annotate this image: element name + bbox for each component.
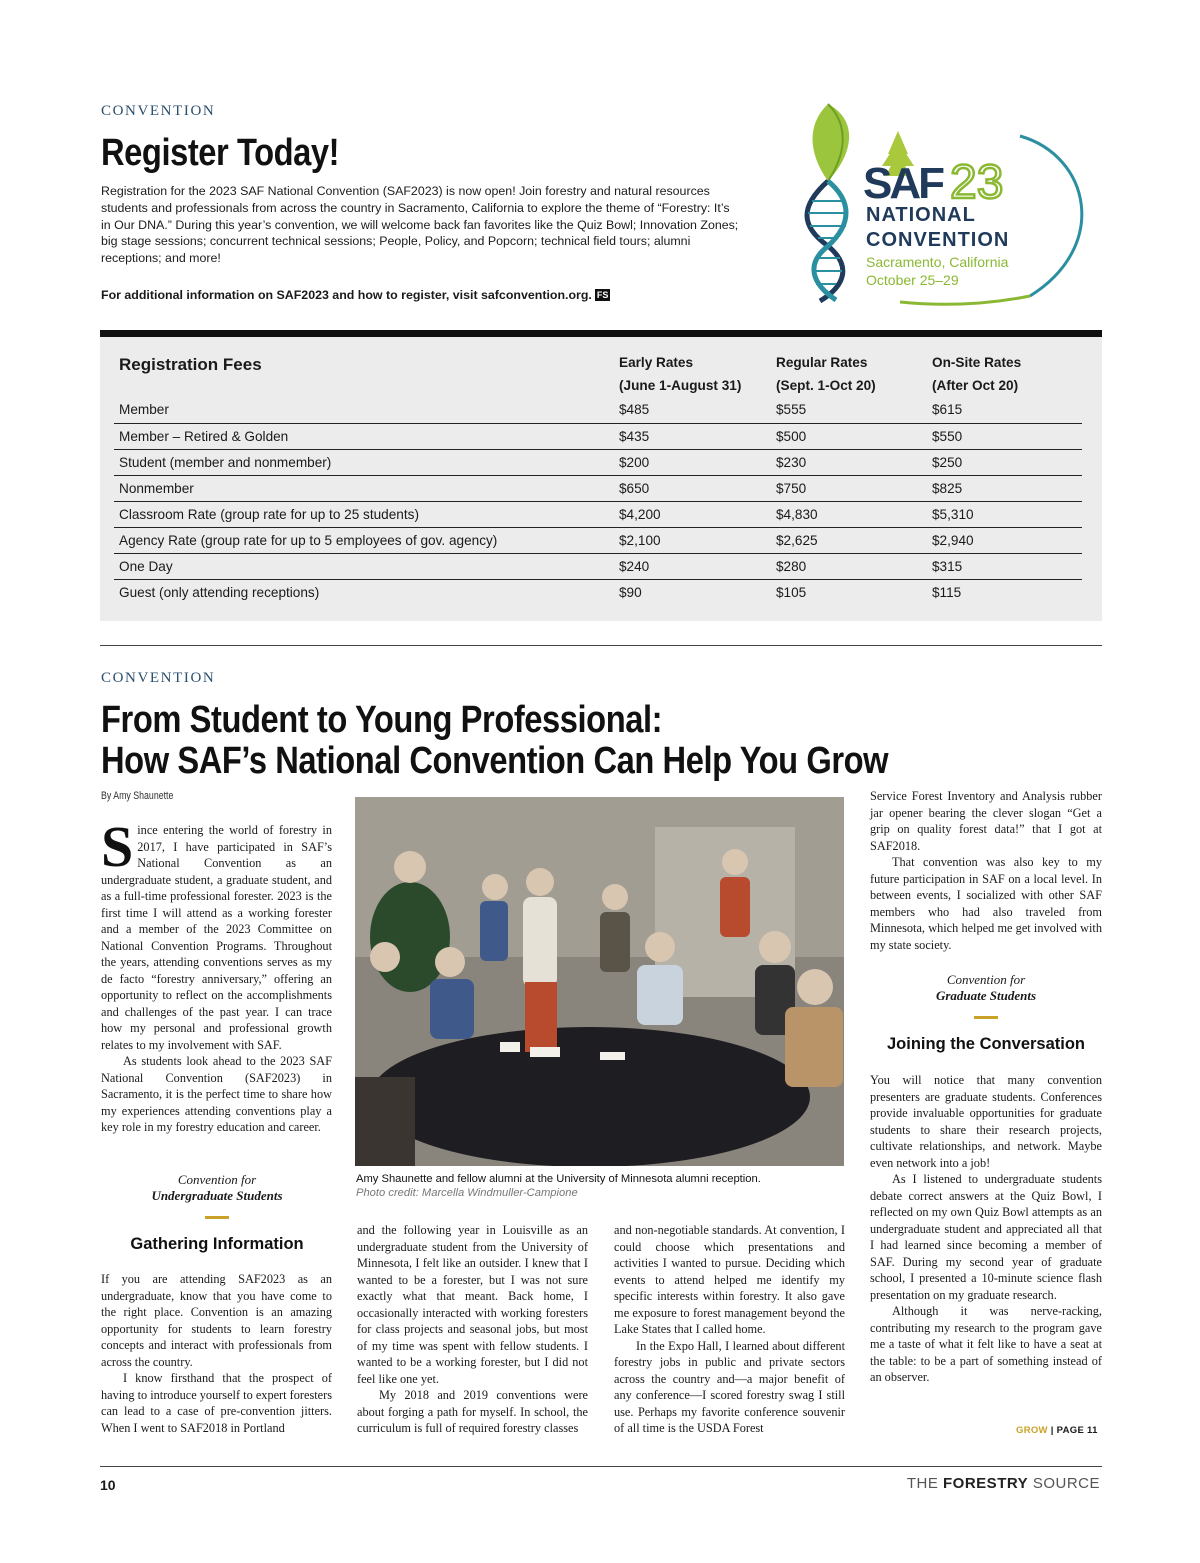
- fee-early: $240: [614, 553, 771, 579]
- fee-onsite: $615: [927, 397, 1082, 423]
- fee-onsite: $315: [927, 553, 1082, 579]
- fee-label: Member – Retired & Golden: [114, 423, 614, 449]
- article-column-4-bottom: [870, 1072, 1102, 1386]
- fee-regular: $280: [771, 553, 927, 579]
- paragraph: Although it was nerve-racking, contributing my research to the program gave me a taste of what it felt like to have a seat at the table: to be a part of something instead of an observer.: [870, 1304, 1102, 1384]
- register-cta-text[interactable]: For additional information on SAF2023 and how to register, visit safconvention.org.: [101, 288, 592, 302]
- paragraph: ince entering the world of forestry in 2017, I have participated in SAF’s National Convention as an undergraduate student, a graduate student, and as a full-time professional forester. 2023 is the first time I will attend as a working forester and a member of the 2023 Committee on National Convention Programs. Throughout the years, attending conventions serves as my de facto “forestry anniversary,” offering an opportunity to reflect on the accomplishments and challenges of the past year. I can trace how my personal and professional growth relates to my involvement with SAF.: [101, 823, 332, 1052]
- page-ref-section: GROW: [1016, 1425, 1048, 1436]
- paragraph: Service Forest Inventory and Analysis rubber jar opener bearing the clever slogan “Get a grip on quality forest data!” that I got at SAF2018.: [870, 789, 1102, 853]
- logo-dates: October 25–29: [866, 272, 959, 288]
- paragraph: and non-negotiable standards. At convention, I could choose which presentations and activities I wanted to pursue. Deciding which events to attend helped me identify my specific interests within forestry. It also gave me exposure to forest management beyond the Lake States that I called home.: [614, 1223, 845, 1336]
- fee-label: Nonmember: [114, 475, 614, 501]
- table-row: [114, 579, 1082, 605]
- table-row: [114, 423, 1082, 449]
- byline: By Amy Shaunette: [101, 790, 174, 802]
- table-row: [114, 475, 1082, 501]
- article-title: [101, 700, 888, 782]
- article-column-3: [614, 1222, 845, 1437]
- fee-onsite: $115: [932, 584, 962, 600]
- sidenote-line1: Convention for: [177, 1172, 257, 1187]
- paragraph: You will notice that many convention presenters are graduate students. Conferences provide invaluable opportunities for graduate students to share their research projects, cultivate relationships, and network. Maybe even network into a job!: [870, 1073, 1102, 1170]
- article-column-4: [870, 788, 1102, 953]
- fees-header-label: Registration Fees: [119, 355, 262, 374]
- fee-label: Guest (only attending receptions): [119, 584, 320, 600]
- fee-regular: $750: [771, 475, 927, 501]
- logo-line1: NATIONAL: [866, 204, 976, 226]
- fee-early: $90: [619, 584, 642, 600]
- fee-label: Student (member and nonmember): [114, 449, 614, 475]
- leaf-icon: [813, 104, 850, 181]
- fee-early: $2,100: [614, 527, 771, 553]
- paragraph: If you are attending SAF2023 as an undergraduate, know that you have come to the right place. Convention is an amazing opportunity for students to learn forestry concepts and interact with professionals from across the country.: [101, 1272, 332, 1369]
- photo-caption: [356, 1172, 846, 1200]
- table-row: [114, 449, 1082, 475]
- fee-regular: $230: [771, 449, 927, 475]
- fees-header-row: [114, 351, 1082, 397]
- logo-year: 23: [950, 156, 1004, 209]
- fee-early: $485: [614, 397, 771, 423]
- paragraph: As I listened to undergraduate students debate correct answers at the Quiz Bowl, I reflected on my own Quiz Bowl attempts as an undergraduate student and appreciated all that I had learned since becoming a member of SAF. During my second year of graduate school, I presented a 10-minute science flash presentation on my graduate research.: [870, 1172, 1102, 1302]
- alumni-photo: [355, 797, 844, 1166]
- register-body: Registration for the 2023 SAF National Convention (SAF2023) is now open! Join forestry and natural resources students and professionals from across the country in Sacramento, California to explore the theme of “Forestry: It’s in Our DNA.” During this year’s convention, we will welcome back fan favorites like the Quiz Bowl; Innovation Zones; big stage sessions; concurrent technical sessions; People, Policy, and Popcorn; technical field tours; alumni receptions; and more!: [101, 184, 739, 266]
- accent-bar: [974, 1016, 998, 1019]
- fee-regular: $555: [771, 397, 927, 423]
- accent-bar: [205, 1216, 229, 1219]
- subhead-gathering: Gathering Information: [130, 1235, 304, 1253]
- fee-onsite: $2,940: [927, 527, 1082, 553]
- sidenote-line1: Convention for: [946, 972, 1026, 987]
- table-row: [114, 397, 1082, 423]
- fee-early: $200: [614, 449, 771, 475]
- fee-early: $4,200: [614, 501, 771, 527]
- register-title: Register Today!: [101, 132, 340, 174]
- fee-label: Classroom Rate (group rate for up to 25 students): [114, 501, 614, 527]
- fee-onsite: $250: [927, 449, 1082, 475]
- fee-regular: $105: [776, 584, 807, 600]
- table-row: [114, 553, 1082, 579]
- fee-label: Agency Rate (group rate for up to 5 employees of gov. agency): [114, 527, 614, 553]
- fee-onsite: $825: [927, 475, 1082, 501]
- sidenote-graduate: [870, 972, 1102, 1019]
- paragraph: and the following year in Louisville as an undergraduate student from the University of Minnesota, I felt like an outsider. I knew that I wanted to be a forester, but I was not sure exactly what that meant. Back home, I occasionally interacted with working foresters for class projects and seasonal jobs, but most of my time was spent with fellow students. I wanted to be a working forester, but I did not feel like one yet.: [357, 1223, 588, 1386]
- fee-regular: $4,830: [771, 501, 927, 527]
- paragraph: I know firsthand that the prospect of having to introduce yourself to expert foresters can lead to a case of pre-convention jitters. When I went to SAF2018 in Portland: [101, 1371, 332, 1435]
- fee-onsite: $550: [927, 423, 1082, 449]
- page-number: 10: [100, 1477, 116, 1493]
- paragraph: My 2018 and 2019 conventions were about forging a path for myself. In school, the curriculum is full of required forestry classes: [357, 1388, 588, 1435]
- fees-header-onsite: On-Site Rates (After Oct 20): [932, 355, 1022, 393]
- fs-badge: FS: [596, 290, 609, 300]
- fee-label: One Day: [114, 553, 614, 579]
- saf23-logo: [790, 96, 1105, 306]
- fee-early: $650: [614, 475, 771, 501]
- fees-header-regular: Regular Rates (Sept. 1-Oct 20): [776, 355, 876, 393]
- sidenote-line2: Graduate Students: [935, 988, 1037, 1003]
- sidenote-undergraduate: [101, 1172, 333, 1219]
- article-column-2: [357, 1222, 588, 1437]
- logo-place: Sacramento, California: [866, 254, 1009, 270]
- section-kicker: CONVENTION: [101, 103, 216, 119]
- photo-credit: Photo credit: Marcella Windmuller-Campione: [356, 1187, 578, 1199]
- article-title-line2: How SAF’s National Convention Can Help You Grow: [101, 740, 889, 782]
- continued-page-ref: [1016, 1425, 1098, 1436]
- fee-early: $435: [614, 423, 771, 449]
- table-row: [114, 527, 1082, 553]
- fee-label: Member: [114, 397, 614, 423]
- page-ref-number: | PAGE 11: [1050, 1425, 1098, 1436]
- paragraph: As students look ahead to the 2023 SAF National Convention (SAF2023) in Sacramento, it is the perfect time to share how my experiences attending conventions play a key role in my forestry education and career.: [101, 1054, 332, 1134]
- fee-regular: $500: [771, 423, 927, 449]
- footer-divider: [100, 1466, 1102, 1467]
- registration-fees-table: [100, 330, 1102, 621]
- article-title-line1: From Student to Young Professional:: [101, 699, 663, 741]
- caption-text: Amy Shaunette and fellow alumni at the University of Minnesota alumni reception.: [356, 1173, 761, 1185]
- publication-name: THE FORESTRY SOURCE: [906, 1475, 1100, 1492]
- register-cta[interactable]: [101, 288, 610, 302]
- paragraph: In the Expo Hall, I learned about different forestry jobs in public and private sectors across the country and—a major benefit of any conference—I scored forestry swag I still use. Perhaps my favorite conference souvenir of all time is the USDA Forest: [614, 1338, 845, 1435]
- article-kicker: CONVENTION: [101, 670, 216, 686]
- paragraph: That convention was also key to my future participation in SAF on a local level. In between events, I socialized with other SAF members who had also traveled from Minnesota, which helped me get involved with my state society.: [870, 855, 1102, 952]
- fee-regular: $2,625: [771, 527, 927, 553]
- sidenote-line2: Undergraduate Students: [151, 1188, 283, 1203]
- article-column-1: [101, 814, 332, 1136]
- dropcap: S: [101, 814, 134, 879]
- table-row: [114, 501, 1082, 527]
- fees-header-early: Early Rates (June 1-August 31): [619, 355, 742, 393]
- logo-saf: SAF: [863, 159, 942, 208]
- subhead-joining: Joining the Conversation: [886, 1035, 1086, 1053]
- fee-onsite: $5,310: [927, 501, 1082, 527]
- logo-line2: CONVENTION: [866, 229, 1010, 251]
- article-column-1-bottom: [101, 1271, 332, 1436]
- section-divider: [100, 645, 1102, 646]
